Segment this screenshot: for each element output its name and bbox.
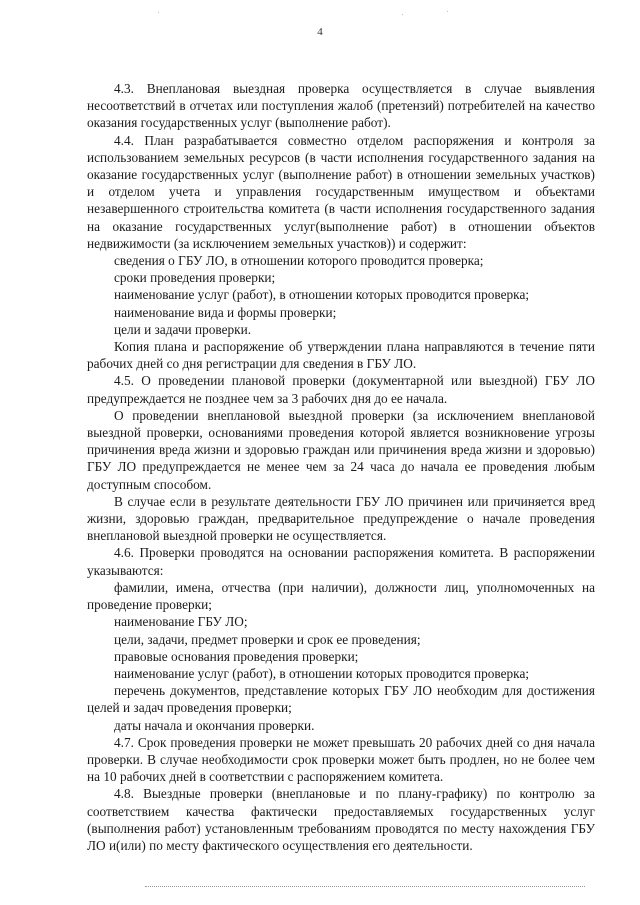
page-number: 4: [317, 26, 323, 38]
paragraph: О проведении внеплановой выездной проверки (за исключением внеплановой выездной проверки, основаниями проведения которой является возникновение угрозы причинения вреда жизни и здоровью граждан или причинения вреда жизни и здоровью) ГБУ ЛО предупреждается не менее чем за 24 часа до начала ее проведения любым доступным способом.: [87, 407, 595, 492]
list-item: цели и задачи проверки.: [114, 321, 252, 337]
scan-speck: [447, 11, 448, 12]
scan-speck: [158, 12, 159, 13]
paragraph: фамилии, имена, отчества (при наличии), должности лиц, уполномоченных на проведение проверки;: [87, 579, 595, 613]
paragraph: 4.3. Внеплановая выездная проверка осуществляется в случае выявления несоответствий в отчетах или поступления жалоб (претензий) потребителей на качество оказания государственных услуг (выполнение работ).: [87, 81, 595, 131]
paragraph: перечень документов, представление которых ГБУ ЛО необходим для достижения целей и задач проведения проверки;: [87, 683, 595, 716]
paragraph: 4.8. Выездные проверки (внеплановые и по плану-графику) по контролю за соответствием качества фактически предоставляемых государственных услуг (выполнения работ) установленным требованиям проводятся по месту нахождения ГБУ ЛО и(или) по месту фактического осуществления его деятельности.: [87, 786, 595, 853]
list-item: наименование услуг (работ), в отношении которых проводится проверка;: [114, 665, 530, 681]
list-item: наименование ГБУ ЛО;: [114, 614, 248, 630]
paragraph: В случае если в результате деятельности ГБУ ЛО причинен или причиняется вред жизни, здоровью граждан, предварительное предупреждение о начале проведения внеплановой выездной проверки не осуществляется.: [87, 493, 595, 544]
paragraph: 4.7. Срок проведения проверки не может превышать 20 рабочих дней со дня начала проверки. В случае необходимости срок проверки может быть продлен, но не более чем на 10 рабочих дней в соответствии с распоряжением комитета.: [87, 734, 595, 785]
list-item: даты начала и окончания проверки.: [114, 717, 315, 733]
footer-divider: [145, 886, 585, 887]
document-body: [87, 80, 595, 854]
list-item: сроки проведения проверки;: [114, 270, 276, 286]
list-item: наименование услуг (работ), в отношении которых проводится проверка;: [114, 287, 530, 303]
paragraph: 4.6. Проверки проводятся на основании распоряжения комитета. В распоряжении указываются:: [87, 545, 595, 578]
scan-speck: [402, 14, 403, 15]
paragraph: Копия плана и распоряжение об утверждении плана направляются в течение пяти рабочих дней со дня регистрации для сведения в ГБУ ЛО.: [87, 339, 595, 372]
paragraph: 4.4. План разрабатывается совместно отделом распоряжения и контроля за использованием земельных ресурсов (в части исполнения государственного задания на оказание государственных услуг (выполнение работ) в отношении земельных участков) и отделом учета и управления государственным имуществом и объектами незавершенного строительства комитета (в части исполнения государственного задания на оказание государственных услуг(выполнение работ) в отношении объектов недвижимости (за исключением земельных участков)) и содержит:: [87, 132, 595, 251]
list-item: правовые основания проведения проверки;: [114, 648, 359, 664]
list-item: наименование вида и формы проверки;: [114, 304, 337, 320]
list-item: сведения о ГБУ ЛО, в отношении которого проводится проверка;: [114, 253, 484, 269]
paragraph: 4.5. О проведении плановой проверки (документарной или выездной) ГБУ ЛО предупреждается не позднее чем за 3 рабочих дня до ее начала.: [87, 373, 595, 406]
list-item: цели, задачи, предмет проверки и срок ее проведения;: [114, 631, 421, 647]
